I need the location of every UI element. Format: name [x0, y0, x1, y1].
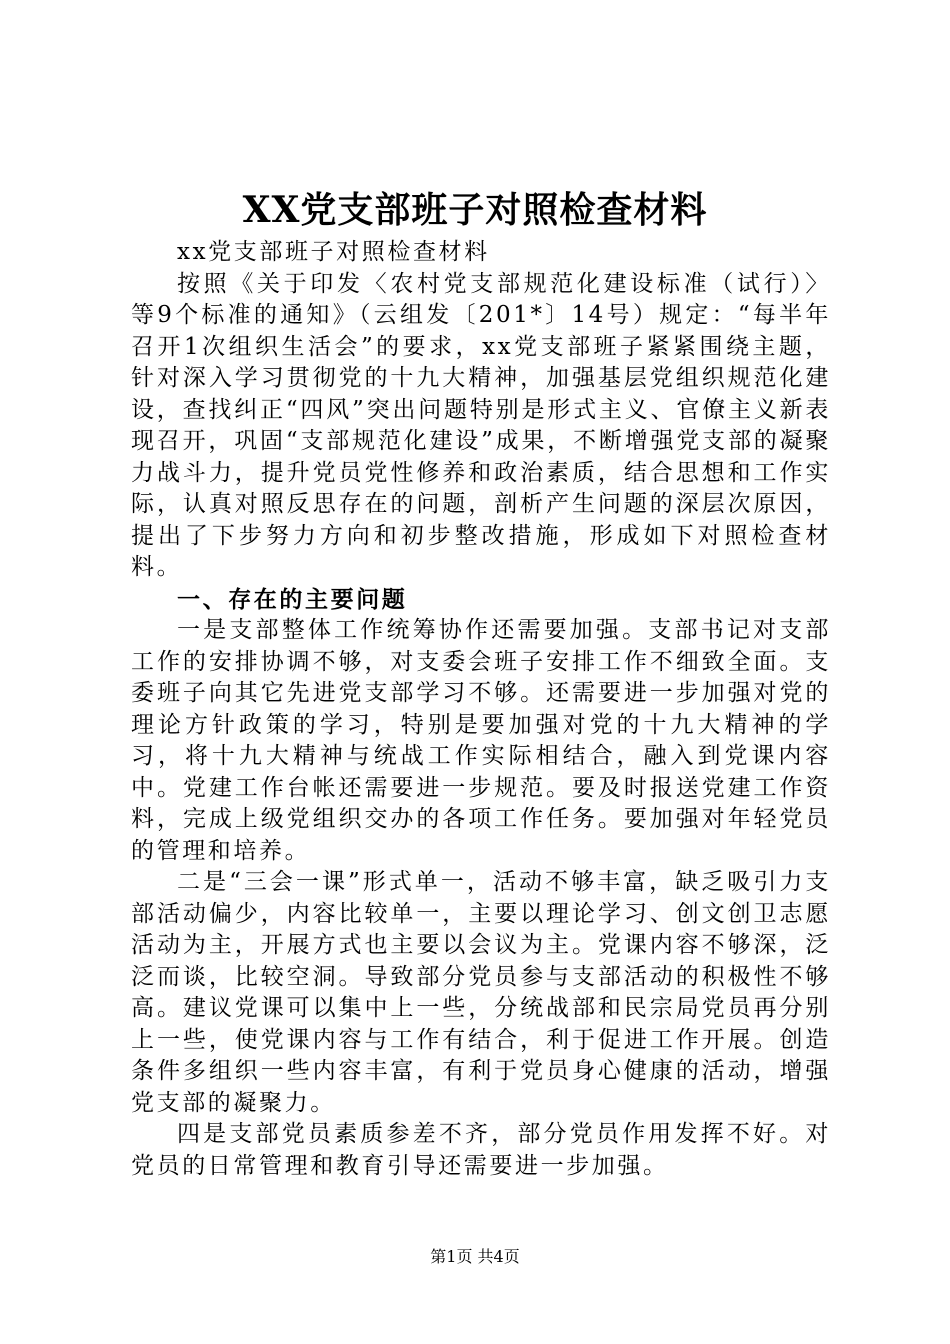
paragraph-problem-2: 二是“三会一课”形式单一，活动不够丰富，缺乏吸引力支部活动偏少，内容比较单一，主要以理论学习、创文创卫志愿活动为主，开展方式也主要以会议为主。党课内容不够深，泛泛而谈，比较空洞。导致部分党员参与支部活动的积极性不够高。建议党课可以集中上一些，分统战部和民宗局党员再分别上一些，使党课内容与工作有结合，利于促进工作开展。创造条件多组织一些内容丰富，有利于党员身心健康的活动，增强党支部的凝聚力。 [131, 869, 831, 1116]
paragraph-subtitle: xx党支部班子对照检查材料 [177, 239, 490, 265]
document-title: XX党支部班子对照检查材料 [242, 189, 708, 231]
document-body [131, 237, 831, 1182]
paragraph-problem-4: 四是支部党员素质参差不齐，部分党员作用发挥不好。对党员的日常管理和教育引导还需要进一步加强。 [131, 1121, 831, 1179]
section-heading: 一、存在的主要问题 [177, 585, 408, 613]
paragraph-problem-1: 一是支部整体工作统筹协作还需要加强。支部书记对支部工作的安排协调不够，对支委会班子安排工作不细致全面。支委班子向其它先进党支部学习不够。还需要进一步加强对党的理论方针政策的学习，特别是要加强对党的十九大精神的学习，将十九大精神与统战工作实际相结合，融入到党课内容中。党建工作台帐还需要进一步规范。要及时报送党建工作资料，完成上级党组织交办的各项工作任务。要加强对年轻党员的管理和培养。 [131, 617, 831, 864]
paragraph-intro: 按照《关于印发〈农村党支部规范化建设标准（试行）〉等9个标准的通知》（云组发〔201*〕14号）规定：“每半年召开1次组织生活会”的要求，xx党支部班子紧紧围绕主题，针对深入学习贯彻党的十九大精神，加强基层党组织规范化建设，查找纠正“四风”突出问题特别是形式主义、官僚主义新表现召开，巩固“支部规范化建设”成果，不断增强党支部的凝聚力战斗力，提升党员党性修养和政治素质，结合思想和工作实际，认真对照反思存在的问题，剖析产生问题的深层次原因，提出了下步努力方向和初步整改措施，形成如下对照检查材料。 [131, 270, 831, 580]
page-footer: 第1页 共4页 [430, 1247, 520, 1266]
